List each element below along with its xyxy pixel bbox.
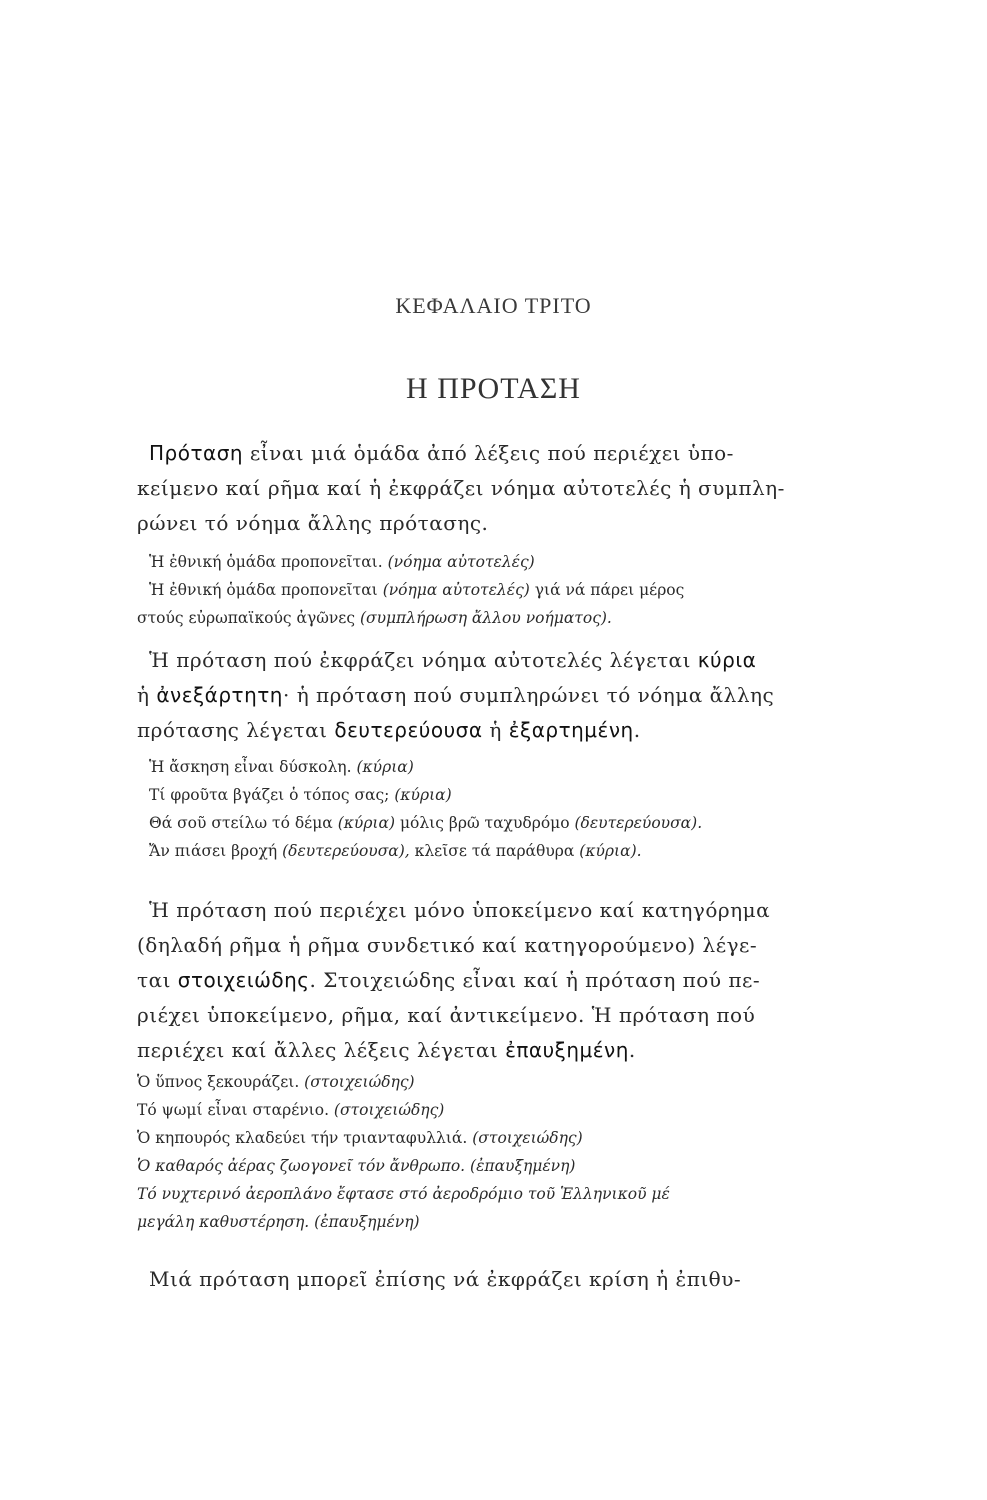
text-span: Τί φροῦτα βγάζει ὁ τόπος σας; bbox=[149, 786, 395, 804]
text-span: μόλις βρῶ ταχυδρόμο bbox=[395, 814, 575, 832]
paragraph-line: κείμενο καί ρῆμα καί ἡ ἐκφράζει νόημα αὐτοτελές ἡ συμπλη- bbox=[137, 476, 785, 500]
text-span: Τό ψωμί εἶναι σταρένιο. bbox=[137, 1101, 334, 1119]
paragraph-judgement bbox=[137, 1262, 827, 1297]
example-line bbox=[137, 753, 827, 781]
text-span: . Στοιχειώδης εἶναι καί ἡ πρόταση πού πε- bbox=[309, 968, 761, 992]
paragraph-line: ρώνει τό νόημα ἄλλης πρότασης. bbox=[137, 511, 489, 535]
example-note: (ἐπαυξημένη) bbox=[470, 1157, 576, 1175]
example-line bbox=[137, 604, 827, 632]
example-line bbox=[137, 1152, 827, 1180]
text-span: . bbox=[633, 718, 641, 742]
example-line bbox=[137, 1208, 827, 1236]
example-line: Τό νυχτερινό ἀεροπλάνο ἔφτασε στό ἀεροδρόμιο τοῦ Ἑλληνικοῦ μέ bbox=[137, 1185, 670, 1203]
definition-paragraph-simple-extended bbox=[137, 893, 827, 1068]
term-epafximeni: ἐπαυξημένη bbox=[505, 1038, 629, 1062]
text-span: Ἡ ἐθνική ὁμάδα προπονεῖται. bbox=[149, 553, 388, 571]
text-span: πρότασης λέγεται bbox=[137, 718, 335, 742]
example-note: (νόημα αὐτοτελές) bbox=[387, 553, 535, 571]
example-note: (ἐπαυξημένη) bbox=[314, 1213, 420, 1231]
term-protasi: Πρόταση bbox=[149, 441, 244, 465]
text-span: Ἡ πρόταση πού ἐκφράζει νόημα αὐτοτελές λέγεται bbox=[149, 648, 698, 672]
term-defterevousa: δευτερεύουσα bbox=[334, 718, 483, 742]
text-span: . bbox=[628, 1038, 636, 1062]
example-note: (κύρια). bbox=[579, 842, 642, 860]
text-span: γιά νά πάρει μέρος bbox=[529, 581, 685, 599]
term-anexartiti: ἀνεξάρτητη bbox=[156, 683, 283, 707]
term-kyria: κύρια bbox=[697, 648, 757, 672]
definition-paragraph-sentence bbox=[137, 436, 827, 541]
text-span: ται bbox=[137, 968, 178, 992]
example-note: (κύρια) bbox=[337, 814, 396, 832]
example-note: (δευτερεύουσα), bbox=[282, 842, 410, 860]
example-line bbox=[137, 781, 827, 809]
paragraph-line bbox=[137, 643, 827, 678]
text-span: ἡ bbox=[137, 683, 157, 707]
example-line bbox=[137, 576, 827, 604]
example-note: (δευτερεύουσα). bbox=[574, 814, 703, 832]
section-title: Η ΠΡΟΤΑΣΗ bbox=[406, 372, 581, 405]
text-span: Θά σοῦ στείλω τό δέμα bbox=[149, 814, 338, 832]
chapter-heading: ΚΕΦΑΛΑΙΟ ΤΡΙΤΟ bbox=[395, 293, 592, 318]
text-span: ἡ bbox=[482, 718, 509, 742]
paragraph-line bbox=[137, 1033, 827, 1068]
example-line bbox=[137, 548, 827, 576]
text-span: κλεῖσε τά παράθυρα bbox=[409, 842, 580, 860]
text-span: Ὁ καθαρός ἀέρας ζωογονεῖ τόν ἄνθρωπο. bbox=[137, 1157, 471, 1175]
example-note: (συμπλήρωση ἄλλου νοήματος). bbox=[359, 609, 612, 627]
example-line bbox=[137, 837, 827, 865]
paragraph-line bbox=[137, 436, 827, 471]
paragraph-line bbox=[137, 678, 827, 713]
example-line bbox=[137, 1068, 827, 1096]
examples-group-3 bbox=[137, 1068, 827, 1236]
text-span: Ἡ ἐθνική ὁμάδα προπονεῖται bbox=[149, 581, 383, 599]
text-span: Ἄν πιάσει βροχή bbox=[149, 842, 283, 860]
definition-paragraph-main-subordinate bbox=[137, 643, 827, 748]
example-note: (στοιχειώδης) bbox=[333, 1101, 445, 1119]
example-line bbox=[137, 1096, 827, 1124]
examples-group-2 bbox=[137, 753, 827, 865]
example-note: (κύρια) bbox=[394, 786, 452, 804]
paragraph-line bbox=[137, 963, 827, 998]
paragraph-line: Ἡ πρόταση πού περιέχει μόνο ὑποκείμενο καί κατηγόρημα bbox=[149, 898, 771, 922]
term-stoicheiodis: στοιχειώδης bbox=[177, 968, 310, 992]
example-note: (στοιχειώδης) bbox=[304, 1073, 415, 1091]
example-line bbox=[137, 1124, 827, 1152]
text-span: Ὁ ὕπνος ξεκουράζει. bbox=[137, 1073, 305, 1091]
example-line bbox=[137, 809, 827, 837]
example-note: (νόημα αὐτοτελές) bbox=[382, 581, 530, 599]
text-span: · ἡ πρόταση πού συμπληρώνει τό νόημα ἄλλης bbox=[282, 683, 775, 707]
paragraph-line: ριέχει ὑποκείμενο, ρῆμα, καί ἀντικείμενο. Ἡ πρόταση πού bbox=[137, 1003, 756, 1027]
examples-group-1 bbox=[137, 548, 827, 632]
text-span: περιέχει καί ἄλλες λέξεις λέγεται bbox=[137, 1038, 506, 1062]
text-span: εἶναι μιά ὁμάδα ἀπό λέξεις πού περιέχει ὑπο- bbox=[243, 441, 734, 465]
text-span: Ὁ κηπουρός κλαδεύει τήν τριανταφυλλιά. bbox=[137, 1129, 473, 1147]
paragraph-line: Μιά πρόταση μπορεῖ ἐπίσης νά ἐκφράζει κρίση ἡ ἐπιθυ- bbox=[149, 1267, 742, 1291]
example-note: (στοιχειώδης) bbox=[472, 1129, 583, 1147]
paragraph-line bbox=[137, 713, 827, 748]
text-span: Ἡ ἄσκηση εἶναι δύσκολη. bbox=[149, 758, 357, 776]
paragraph-line: (δηλαδή ρῆμα ἡ ρῆμα συνδετικό καί κατηγορούμενο) λέγε- bbox=[137, 933, 758, 957]
example-note: (κύρια) bbox=[356, 758, 414, 776]
text-span: μεγάλη καθυστέρηση. bbox=[137, 1213, 315, 1231]
text-span: στούς εὐρωπαϊκούς ἀγῶνες bbox=[137, 609, 360, 627]
term-exartimeni: ἐξαρτημένη bbox=[508, 718, 634, 742]
